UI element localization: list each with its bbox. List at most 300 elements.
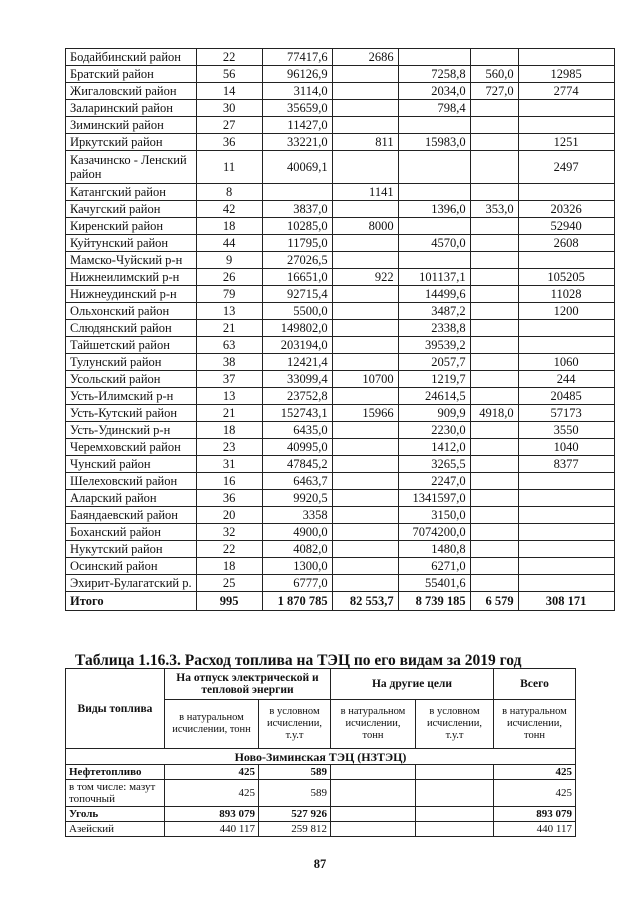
total-value: 995 <box>196 592 262 611</box>
value-cell <box>470 371 518 388</box>
fuel-type-cell: Уголь <box>66 807 165 822</box>
subheader-other-conventional: в условном исчислении, т.у.т <box>416 700 494 749</box>
value-cell: 589 <box>259 780 331 807</box>
value-cell <box>470 49 518 66</box>
value-cell <box>518 320 614 337</box>
value-cell: 6463,7 <box>262 473 332 490</box>
value-cell: 11 <box>196 151 262 184</box>
value-cell <box>470 303 518 320</box>
value-cell: 1412,0 <box>398 439 470 456</box>
value-cell <box>332 201 398 218</box>
district-name-cell: Ольхонский район <box>66 303 197 320</box>
value-cell: 2497 <box>518 151 614 184</box>
value-cell: 4082,0 <box>262 541 332 558</box>
value-cell: 1480,8 <box>398 541 470 558</box>
subheader-conventional: в условном исчислении, т.у.т <box>259 700 331 749</box>
value-cell: 3487,2 <box>398 303 470 320</box>
table-row <box>66 218 615 235</box>
value-cell: 922 <box>332 269 398 286</box>
value-cell: 33099,4 <box>262 371 332 388</box>
value-cell <box>332 388 398 405</box>
value-cell: 11028 <box>518 286 614 303</box>
value-cell: 2247,0 <box>398 473 470 490</box>
value-cell <box>470 507 518 524</box>
value-cell: 18 <box>196 558 262 575</box>
value-cell: 6271,0 <box>398 558 470 575</box>
district-name-cell: Куйтунский район <box>66 235 197 252</box>
total-value: 308 171 <box>518 592 614 611</box>
table-row <box>66 524 615 541</box>
district-name-cell: Эхирит-Булагатский р. <box>66 575 197 592</box>
value-cell <box>470 235 518 252</box>
value-cell <box>416 807 494 822</box>
district-name-cell: Шелеховский район <box>66 473 197 490</box>
value-cell <box>332 541 398 558</box>
value-cell <box>332 117 398 134</box>
value-cell: 15983,0 <box>398 134 470 151</box>
district-name-cell: Баяндаевский район <box>66 507 197 524</box>
value-cell: 4900,0 <box>262 524 332 541</box>
table-row <box>66 558 615 575</box>
table-row <box>66 151 615 184</box>
value-cell: 57173 <box>518 405 614 422</box>
value-cell <box>518 507 614 524</box>
value-cell: 21 <box>196 320 262 337</box>
value-cell: 20326 <box>518 201 614 218</box>
district-name-cell: Заларинский район <box>66 100 197 117</box>
value-cell <box>518 541 614 558</box>
table-row <box>66 765 576 780</box>
table-row <box>66 490 615 507</box>
value-cell: 36 <box>196 134 262 151</box>
value-cell <box>332 439 398 456</box>
value-cell <box>398 49 470 66</box>
value-cell: 2774 <box>518 83 614 100</box>
value-cell: 798,4 <box>398 100 470 117</box>
value-cell <box>470 422 518 439</box>
value-cell <box>470 218 518 235</box>
value-cell: 30 <box>196 100 262 117</box>
value-cell: 8000 <box>332 218 398 235</box>
value-cell: 353,0 <box>470 201 518 218</box>
value-cell: 4570,0 <box>398 235 470 252</box>
subheader-natural: в натуральном исчислении, тонн <box>165 700 259 749</box>
value-cell <box>331 765 416 780</box>
table-row <box>66 822 576 837</box>
table-row <box>66 117 615 134</box>
district-name-cell: Усть-Илимский р-н <box>66 388 197 405</box>
value-cell: 9 <box>196 252 262 269</box>
fuel-type-cell: Азейский <box>66 822 165 837</box>
value-cell <box>416 765 494 780</box>
district-name-cell: Тайшетский район <box>66 337 197 354</box>
value-cell <box>470 134 518 151</box>
value-cell <box>331 822 416 837</box>
value-cell: 259 812 <box>259 822 331 837</box>
value-cell: 589 <box>259 765 331 780</box>
value-cell: 7074200,0 <box>398 524 470 541</box>
section-row <box>66 749 576 765</box>
value-cell: 20485 <box>518 388 614 405</box>
value-cell <box>518 184 614 201</box>
district-name-cell: Бодайбинский район <box>66 49 197 66</box>
value-cell: 244 <box>518 371 614 388</box>
value-cell: 13 <box>196 303 262 320</box>
value-cell <box>470 575 518 592</box>
value-cell: 15966 <box>332 405 398 422</box>
table-row <box>66 66 615 83</box>
value-cell: 18 <box>196 422 262 439</box>
value-cell: 18 <box>196 218 262 235</box>
table-row <box>66 134 615 151</box>
value-cell: 1300,0 <box>262 558 332 575</box>
value-cell <box>332 575 398 592</box>
district-name-cell: Качугский район <box>66 201 197 218</box>
table-row <box>66 320 615 337</box>
value-cell: 2230,0 <box>398 422 470 439</box>
value-cell: 35659,0 <box>262 100 332 117</box>
value-cell <box>470 388 518 405</box>
value-cell: 4918,0 <box>470 405 518 422</box>
value-cell: 77417,6 <box>262 49 332 66</box>
district-name-cell: Черемховский район <box>66 439 197 456</box>
district-name-cell: Осинский район <box>66 558 197 575</box>
value-cell <box>416 780 494 807</box>
value-cell <box>332 286 398 303</box>
value-cell: 893 079 <box>494 807 576 822</box>
value-cell: 10285,0 <box>262 218 332 235</box>
value-cell <box>332 66 398 83</box>
value-cell: 527 926 <box>259 807 331 822</box>
value-cell: 56 <box>196 66 262 83</box>
value-cell <box>518 524 614 541</box>
header-total: Всего <box>494 669 576 700</box>
value-cell: 105205 <box>518 269 614 286</box>
table-row <box>66 456 615 473</box>
table-row <box>66 49 615 66</box>
value-cell: 5500,0 <box>262 303 332 320</box>
value-cell: 7258,8 <box>398 66 470 83</box>
district-name-cell: Тулунский район <box>66 354 197 371</box>
table-row <box>66 780 576 807</box>
value-cell: 38 <box>196 354 262 371</box>
value-cell <box>416 822 494 837</box>
value-cell <box>331 780 416 807</box>
district-name-cell: Братский район <box>66 66 197 83</box>
value-cell <box>470 354 518 371</box>
district-name-cell: Зиминский район <box>66 117 197 134</box>
district-name-cell: Жигаловский район <box>66 83 197 100</box>
district-name-cell: Катангский район <box>66 184 197 201</box>
district-name-cell: Усть-Кутский район <box>66 405 197 422</box>
value-cell <box>332 83 398 100</box>
header-electric-heat: На отпуск электрической и тепловой энергии <box>165 669 331 700</box>
value-cell <box>518 490 614 507</box>
value-cell: 1396,0 <box>398 201 470 218</box>
value-cell: 36 <box>196 490 262 507</box>
value-cell: 22 <box>196 49 262 66</box>
table-row <box>66 541 615 558</box>
fuel-consumption-table <box>65 668 576 837</box>
value-cell: 2608 <box>518 235 614 252</box>
value-cell: 16 <box>196 473 262 490</box>
value-cell: 92715,4 <box>262 286 332 303</box>
value-cell: 27 <box>196 117 262 134</box>
value-cell: 8 <box>196 184 262 201</box>
value-cell <box>518 473 614 490</box>
value-cell: 96126,9 <box>262 66 332 83</box>
value-cell: 39539,2 <box>398 337 470 354</box>
value-cell: 11795,0 <box>262 235 332 252</box>
value-cell <box>332 456 398 473</box>
value-cell: 31 <box>196 456 262 473</box>
table-row <box>66 405 615 422</box>
fuel-table-header-row <box>66 669 576 700</box>
value-cell <box>332 100 398 117</box>
value-cell: 10700 <box>332 371 398 388</box>
value-cell: 24614,5 <box>398 388 470 405</box>
value-cell: 8377 <box>518 456 614 473</box>
value-cell: 3837,0 <box>262 201 332 218</box>
value-cell <box>332 473 398 490</box>
value-cell <box>470 439 518 456</box>
value-cell: 1341597,0 <box>398 490 470 507</box>
value-cell <box>470 320 518 337</box>
section-title: Ново-Зиминская ТЭЦ (НЗТЭЦ) <box>66 749 576 765</box>
value-cell: 149802,0 <box>262 320 332 337</box>
value-cell <box>470 456 518 473</box>
district-name-cell: Казачинско - Ленский район <box>66 151 197 184</box>
value-cell: 42 <box>196 201 262 218</box>
value-cell: 22 <box>196 541 262 558</box>
value-cell: 52940 <box>518 218 614 235</box>
value-cell: 12985 <box>518 66 614 83</box>
value-cell <box>470 269 518 286</box>
table-row <box>66 575 615 592</box>
value-cell <box>331 807 416 822</box>
value-cell <box>470 558 518 575</box>
value-cell <box>470 100 518 117</box>
district-name-cell: Чунский район <box>66 456 197 473</box>
value-cell: 425 <box>494 780 576 807</box>
value-cell: 21 <box>196 405 262 422</box>
district-fuel-table <box>65 48 615 611</box>
district-name-cell: Боханский район <box>66 524 197 541</box>
value-cell: 33221,0 <box>262 134 332 151</box>
value-cell <box>398 218 470 235</box>
value-cell: 2034,0 <box>398 83 470 100</box>
value-cell <box>332 558 398 575</box>
value-cell: 23752,8 <box>262 388 332 405</box>
value-cell: 6777,0 <box>262 575 332 592</box>
table-row <box>66 252 615 269</box>
district-name-cell: Нижнеудинский р-н <box>66 286 197 303</box>
table-row <box>66 439 615 456</box>
value-cell: 1060 <box>518 354 614 371</box>
value-cell: 152743,1 <box>262 405 332 422</box>
value-cell: 560,0 <box>470 66 518 83</box>
value-cell <box>518 575 614 592</box>
total-value: 8 739 185 <box>398 592 470 611</box>
table-row <box>66 235 615 252</box>
value-cell: 25 <box>196 575 262 592</box>
value-cell: 1200 <box>518 303 614 320</box>
value-cell <box>470 473 518 490</box>
value-cell: 13 <box>196 388 262 405</box>
value-cell <box>332 507 398 524</box>
value-cell <box>518 337 614 354</box>
district-name-cell: Мамско-Чуйский р-н <box>66 252 197 269</box>
value-cell <box>332 320 398 337</box>
table-row <box>66 422 615 439</box>
value-cell: 11427,0 <box>262 117 332 134</box>
value-cell: 26 <box>196 269 262 286</box>
district-name-cell: Усть-Удинский р-н <box>66 422 197 439</box>
value-cell <box>262 184 332 201</box>
value-cell <box>518 252 614 269</box>
value-cell: 47845,2 <box>262 456 332 473</box>
value-cell: 55401,6 <box>398 575 470 592</box>
table-row <box>66 184 615 201</box>
value-cell <box>332 235 398 252</box>
value-cell: 909,9 <box>398 405 470 422</box>
value-cell: 40995,0 <box>262 439 332 456</box>
value-cell: 79 <box>196 286 262 303</box>
value-cell: 101137,1 <box>398 269 470 286</box>
value-cell: 3150,0 <box>398 507 470 524</box>
value-cell: 9920,5 <box>262 490 332 507</box>
value-cell <box>398 252 470 269</box>
district-name-cell: Усольский район <box>66 371 197 388</box>
value-cell <box>332 422 398 439</box>
value-cell: 14499,6 <box>398 286 470 303</box>
value-cell <box>470 490 518 507</box>
district-name-cell: Слюдянский район <box>66 320 197 337</box>
value-cell <box>332 252 398 269</box>
value-cell <box>332 354 398 371</box>
total-label: Итого <box>66 592 197 611</box>
value-cell: 727,0 <box>470 83 518 100</box>
value-cell <box>518 117 614 134</box>
value-cell <box>470 184 518 201</box>
fuel-table-title: Таблица 1.16.3. Расход топлива на ТЭЦ по его видам за 2019 год <box>75 652 522 669</box>
total-row <box>66 592 615 611</box>
value-cell: 37 <box>196 371 262 388</box>
table-row <box>66 507 615 524</box>
value-cell: 425 <box>165 765 259 780</box>
table-row <box>66 371 615 388</box>
value-cell <box>470 151 518 184</box>
value-cell <box>470 524 518 541</box>
table-row <box>66 807 576 822</box>
value-cell: 2057,7 <box>398 354 470 371</box>
value-cell <box>332 303 398 320</box>
value-cell: 3358 <box>262 507 332 524</box>
table-row <box>66 100 615 117</box>
value-cell: 811 <box>332 134 398 151</box>
value-cell <box>470 252 518 269</box>
value-cell: 440 117 <box>494 822 576 837</box>
value-cell <box>398 151 470 184</box>
table-row <box>66 303 615 320</box>
value-cell: 16651,0 <box>262 269 332 286</box>
value-cell: 63 <box>196 337 262 354</box>
value-cell: 425 <box>494 765 576 780</box>
table-row <box>66 286 615 303</box>
value-cell <box>470 286 518 303</box>
district-name-cell: Аларский район <box>66 490 197 507</box>
value-cell: 1219,7 <box>398 371 470 388</box>
value-cell: 32 <box>196 524 262 541</box>
value-cell <box>470 117 518 134</box>
value-cell <box>518 558 614 575</box>
fuel-type-cell: в том числе: мазут топочный <box>66 780 165 807</box>
table-row <box>66 337 615 354</box>
value-cell: 3114,0 <box>262 83 332 100</box>
district-name-cell: Киренский район <box>66 218 197 235</box>
district-name-cell: Нукутский район <box>66 541 197 558</box>
total-value: 6 579 <box>470 592 518 611</box>
value-cell <box>518 100 614 117</box>
value-cell: 2686 <box>332 49 398 66</box>
value-cell: 425 <box>165 780 259 807</box>
value-cell <box>332 490 398 507</box>
value-cell <box>470 541 518 558</box>
value-cell <box>332 151 398 184</box>
header-other-purposes: На другие цели <box>331 669 494 700</box>
value-cell: 203194,0 <box>262 337 332 354</box>
value-cell: 3550 <box>518 422 614 439</box>
value-cell: 23 <box>196 439 262 456</box>
table-row <box>66 201 615 218</box>
value-cell: 6435,0 <box>262 422 332 439</box>
value-cell <box>332 524 398 541</box>
value-cell: 3265,5 <box>398 456 470 473</box>
district-name-cell: Иркутский район <box>66 134 197 151</box>
value-cell <box>470 337 518 354</box>
district-name-cell: Нижнеилимский р-н <box>66 269 197 286</box>
table-row <box>66 83 615 100</box>
value-cell: 2338,8 <box>398 320 470 337</box>
total-value: 82 553,7 <box>332 592 398 611</box>
value-cell <box>398 117 470 134</box>
value-cell: 14 <box>196 83 262 100</box>
value-cell: 440 117 <box>165 822 259 837</box>
value-cell: 12421,4 <box>262 354 332 371</box>
fuel-type-cell: Нефтетопливо <box>66 765 165 780</box>
value-cell <box>332 337 398 354</box>
value-cell: 44 <box>196 235 262 252</box>
page-number: 87 <box>313 857 327 871</box>
subheader-total-natural: в натуральном исчислении, тонн <box>494 700 576 749</box>
value-cell <box>398 184 470 201</box>
subheader-other-natural: в натуральном исчислении, тонн <box>331 700 416 749</box>
value-cell <box>518 49 614 66</box>
value-cell: 20 <box>196 507 262 524</box>
value-cell: 40069,1 <box>262 151 332 184</box>
value-cell: 893 079 <box>165 807 259 822</box>
value-cell: 1141 <box>332 184 398 201</box>
value-cell: 1251 <box>518 134 614 151</box>
value-cell: 27026,5 <box>262 252 332 269</box>
table-row <box>66 354 615 371</box>
table-row <box>66 269 615 286</box>
table-row <box>66 388 615 405</box>
table-row <box>66 473 615 490</box>
header-fuel-types: Виды топлива <box>66 669 165 749</box>
value-cell: 1040 <box>518 439 614 456</box>
total-value: 1 870 785 <box>262 592 332 611</box>
